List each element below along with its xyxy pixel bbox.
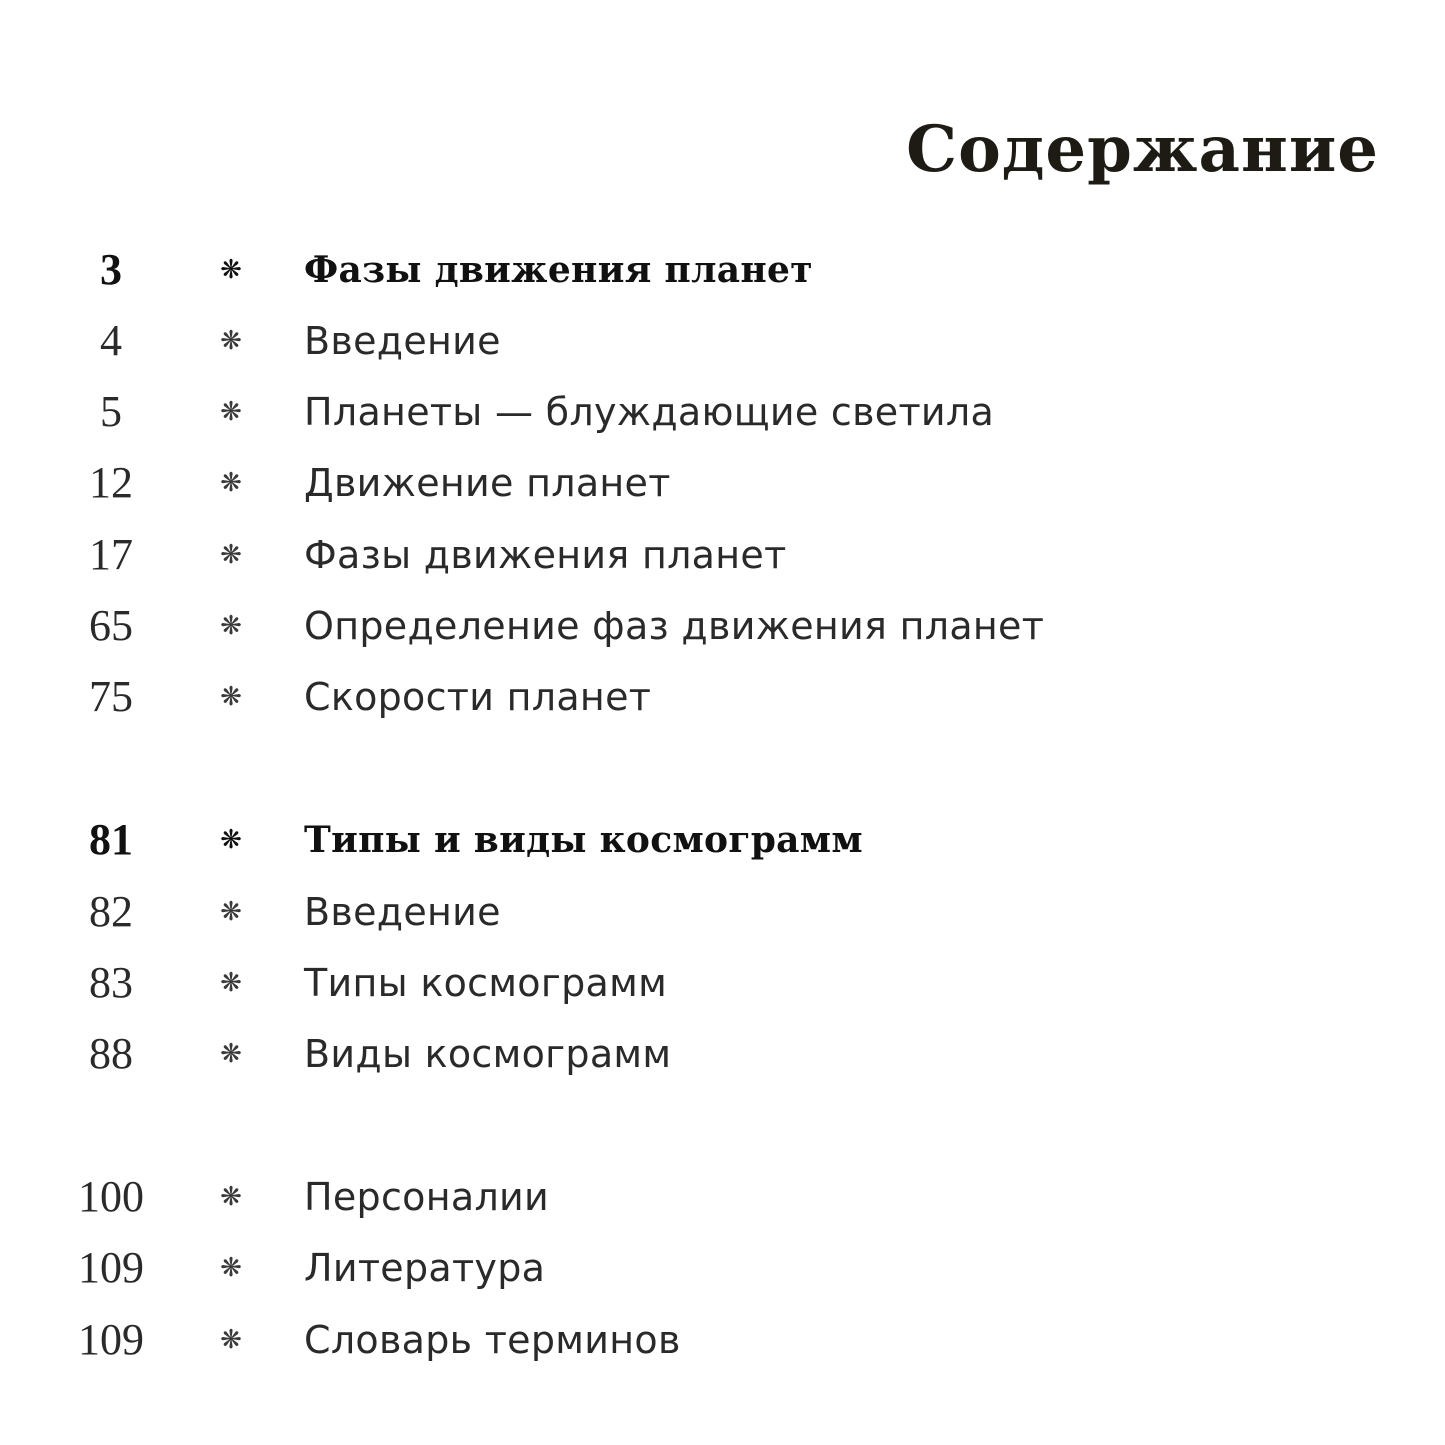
page-number: 109 bbox=[78, 1243, 144, 1292]
page-number: 4 bbox=[100, 316, 122, 365]
asterisk-icon: ❋ bbox=[220, 1253, 242, 1283]
toc-entry-label: Фазы движения планет bbox=[304, 533, 787, 577]
toc-entry-heading[interactable] bbox=[0, 240, 1445, 300]
toc-entry[interactable] bbox=[0, 1310, 1445, 1370]
page-number: 75 bbox=[89, 672, 133, 721]
page-number: 5 bbox=[100, 387, 122, 436]
asterisk-icon: ❋ bbox=[220, 1325, 242, 1355]
toc-entry[interactable] bbox=[0, 1167, 1445, 1227]
page-number: 3 bbox=[100, 245, 122, 294]
toc-entry-label: Введение bbox=[304, 319, 501, 363]
asterisk-icon: ❋ bbox=[220, 540, 242, 570]
toc-entry[interactable] bbox=[0, 667, 1445, 727]
toc-entry-label: Планеты — блуждающие светила bbox=[304, 390, 995, 434]
asterisk-icon: ❋ bbox=[220, 968, 242, 998]
toc-entry-label: Словарь терминов bbox=[304, 1318, 681, 1362]
toc-entry-label: Введение bbox=[304, 890, 501, 934]
page-number: 81 bbox=[89, 815, 133, 864]
asterisk-icon: ❋ bbox=[220, 326, 242, 356]
toc-entry[interactable] bbox=[0, 882, 1445, 942]
page-number: 109 bbox=[78, 1315, 144, 1364]
page-number: 17 bbox=[89, 530, 133, 579]
toc-entry[interactable] bbox=[0, 311, 1445, 371]
asterisk-icon: ❋ bbox=[220, 611, 242, 641]
toc-entry-label: Определение фаз движения планет bbox=[304, 604, 1045, 648]
toc-entry-label: Движение планет bbox=[304, 461, 671, 505]
page-number: 83 bbox=[89, 958, 133, 1007]
toc-entry-label: Типы космограмм bbox=[304, 961, 668, 1005]
asterisk-icon: ❋ bbox=[220, 468, 242, 498]
asterisk-icon: ❋ bbox=[220, 397, 242, 427]
page-number: 100 bbox=[78, 1172, 144, 1221]
asterisk-icon: ❋ bbox=[220, 897, 242, 927]
asterisk-icon: ❋ bbox=[220, 825, 242, 855]
asterisk-icon: ❋ bbox=[220, 1182, 242, 1212]
toc-entry-heading[interactable] bbox=[0, 810, 1445, 870]
toc-entry[interactable] bbox=[0, 953, 1445, 1013]
toc-entry-label: Виды космограмм bbox=[304, 1032, 672, 1076]
toc-entry[interactable] bbox=[0, 525, 1445, 585]
asterisk-icon: ❋ bbox=[220, 682, 242, 712]
toc-entry-label: Литература bbox=[304, 1246, 546, 1290]
toc-entry[interactable] bbox=[0, 382, 1445, 442]
toc-entry-label: Типы и виды космограмм bbox=[304, 819, 863, 861]
asterisk-icon: ❋ bbox=[220, 255, 242, 285]
page-number: 82 bbox=[89, 887, 133, 936]
toc-entry[interactable] bbox=[0, 596, 1445, 656]
asterisk-icon: ❋ bbox=[220, 1039, 242, 1069]
toc-entry-label: Фазы движения планет bbox=[304, 249, 813, 291]
toc-entry-label: Персоналии bbox=[304, 1175, 550, 1219]
toc-entry-label: Скорости планет bbox=[304, 675, 652, 719]
toc-entry[interactable] bbox=[0, 1024, 1445, 1084]
toc-entry[interactable] bbox=[0, 453, 1445, 513]
page-number: 12 bbox=[89, 458, 133, 507]
page-title: Содержание bbox=[906, 112, 1379, 187]
page-number: 65 bbox=[89, 601, 133, 650]
page-number: 88 bbox=[89, 1029, 133, 1078]
toc-entry[interactable] bbox=[0, 1238, 1445, 1298]
